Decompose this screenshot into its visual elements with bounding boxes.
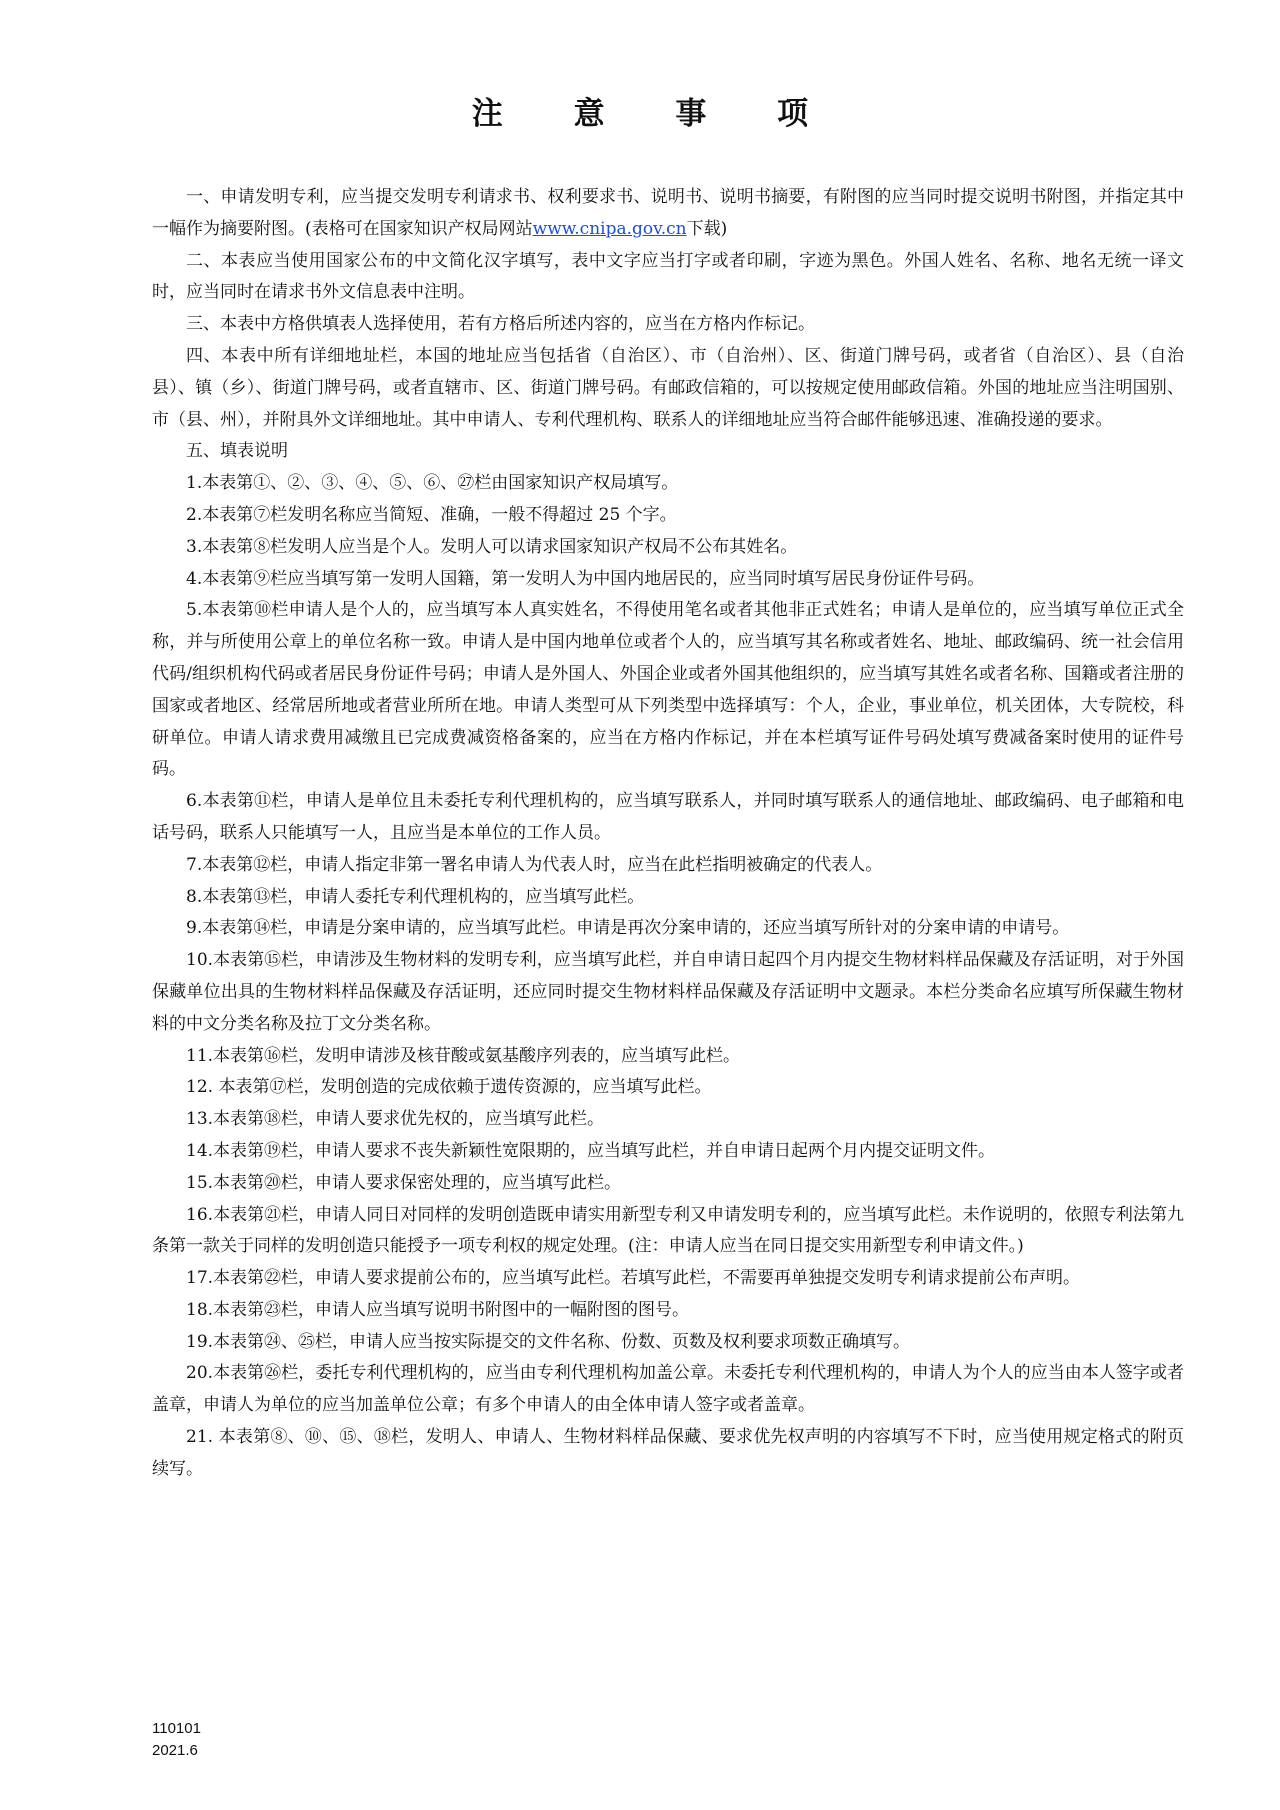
instruction-16: 16.本表第㉑栏，申请人同日对同样的发明创造既申请实用新型专利又申请发明专利的，应当填写此栏。未作说明的，依照专利法第九条第一款关于同样的发明创造只能授予一项专利权的规定处理。(注：申请人应当在同日提交实用新型专利申请文件。) — [152, 1204, 1184, 1257]
instruction-18: 18.本表第㉓栏，申请人应当填写说明书附图中的一幅附图的图号。 — [186, 1299, 690, 1320]
instruction-19: 19.本表第㉔、㉕栏，申请人应当按实际提交的文件名称、份数、页数及权利要求项数正确填写。 — [186, 1331, 911, 1352]
instruction-5: 5.本表第⑩栏申请人是个人的，应当填写本人真实姓名，不得使用笔名或者其他非正式姓名；申请人是单位的，应当填写单位正式全称，并与所使用公章上的单位名称一致。申请人是中国内地单位或者个人的，应当填写其名称或者姓名、地址、邮政编码、统一社会信用代码/组织机构代码或者居民身份证件号码；申请人是外国人、外国企业或者外国其他组织的，应当填写其姓名或者名称、国籍或者注册的国家或者地区、经常居所地或者营业所所在地。申请人类型可从下列类型中选择填写：个人，企业，事业单位，机关团体，大专院校，科研单位。申请人请求费用减缴且已完成费减资格备案的，应当在方格内作标记，并在本栏填写证件号码处填写费减备案时使用的证件号码。 — [152, 600, 1184, 780]
paragraph-2: 二、本表应当使用国家公布的中文简化汉字填写，表中文字应当打字或者印刷，字迹为黑色。外国人姓名、名称、地名无统一译文时，应当同时在请求书外文信息表中注明。 — [152, 250, 1184, 303]
form-version-date: 2021.6 — [152, 1742, 198, 1759]
form-footer — [152, 1718, 201, 1762]
instruction-4: 4.本表第⑨栏应当填写第一发明人国籍，第一发明人为中国内地居民的，应当同时填写居民身份证件号码。 — [186, 568, 985, 589]
notes-body — [152, 182, 1184, 1486]
paragraph-3: 三、本表中方格供填表人选择使用，若有方格后所述内容的，应当在方格内作标记。 — [186, 314, 815, 335]
paragraph-1-text: 一、申请发明专利，应当提交发明专利请求书、权利要求书、说明书、说明书摘要，有附图的应当同时提交说明书附图，并指定其中一幅作为摘要附图。(表格可在国家知识产权局网站 — [152, 187, 1184, 239]
instruction-1: 1.本表第①、②、③、④、⑤、⑥、㉗栏由国家知识产权局填写。 — [186, 473, 679, 494]
instruction-12: 12. 本表第⑰栏，发明创造的完成依赖于遗传资源的，应当填写此栏。 — [186, 1077, 712, 1098]
instruction-14: 14.本表第⑲栏，申请人要求不丧失新颖性宽限期的，应当填写此栏，并自申请日起两个月内提交证明文件。 — [186, 1140, 996, 1161]
instruction-6: 6.本表第⑪栏，申请人是单位且未委托专利代理机构的，应当填写联系人，并同时填写联系人的通信地址、邮政编码、电子邮箱和电话号码，联系人只能填写一人，且应当是本单位的工作人员。 — [152, 791, 1184, 843]
instruction-13: 13.本表第⑱栏，申请人要求优先权的，应当填写此栏。 — [186, 1109, 605, 1130]
paragraph-5-heading: 五、填表说明 — [186, 441, 288, 462]
paragraph-1 — [152, 182, 1184, 246]
instruction-11: 11.本表第⑯栏，发明申请涉及核苷酸或氨基酸序列表的，应当填写此栏。 — [186, 1045, 741, 1066]
instruction-20: 20.本表第㉖栏，委托专利代理机构的，应当由专利代理机构加盖公章。未委托专利代理机构的，申请人为个人的应当由本人签字或者盖章，申请人为单位的应当加盖单位公章；有多个申请人的由全体申请人签字或者盖章。 — [152, 1363, 1184, 1416]
paragraph-4: 四、本表中所有详细地址栏，本国的地址应当包括省（自治区）、市（自治州）、区、街道门牌号码，或者省（自治区）、县（自治县）、镇（乡）、街道门牌号码，或者直辖市、区、街道门牌号码。有邮政信箱的，可以按规定使用邮政信箱。外国的地址应当注明国别、市（县、州），并附具外文详细地址。其中申请人、专利代理机构、联系人的详细地址应当符合邮件能够迅速、准确投递的要求。 — [152, 345, 1184, 430]
instruction-21: 21. 本表第⑧、⑩、⑮、⑱栏，发明人、申请人、生物材料样品保藏、要求优先权声明的内容填写不下时，应当使用规定格式的附页续写。 — [152, 1427, 1184, 1479]
page-title: 注 意 事 项 — [471, 96, 839, 132]
form-code: 110101 — [152, 1720, 201, 1737]
paragraph-1-tail: 下载) — [686, 218, 728, 239]
instruction-3: 3.本表第⑧栏发明人应当是个人。发明人可以请求国家知识产权局不公布其姓名。 — [186, 536, 798, 557]
cnipa-website-link[interactable]: www.cnipa.gov.cn — [532, 218, 687, 239]
instruction-15: 15.本表第⑳栏，申请人要求保密处理的，应当填写此栏。 — [186, 1172, 622, 1193]
instruction-10: 10.本表第⑮栏，申请涉及生物材料的发明专利，应当填写此栏，并自申请日起四个月内提交生物材料样品保藏及存活证明，对于外国保藏单位出具的生物材料样品保藏及存活证明，还应同时提交生物材料样品保藏及存活证明中文题录。本栏分类命名应填写所保藏生物材料的中文分类名称及拉丁文分类名称。 — [152, 950, 1184, 1034]
instruction-9: 9.本表第⑭栏，申请是分案申请的，应当填写此栏。申请是再次分案申请的，还应当填写所针对的分案申请的申请号。 — [186, 918, 1070, 939]
instruction-2: 2.本表第⑦栏发明名称应当简短、准确，一般不得超过 25 个字。 — [186, 504, 677, 525]
instruction-17: 17.本表第㉒栏，申请人要求提前公布的，应当填写此栏。若填写此栏，不需要再单独提交发明专利请求提前公布声明。 — [186, 1268, 1081, 1289]
instruction-8: 8.本表第⑬栏，申请人委托专利代理机构的，应当填写此栏。 — [186, 886, 645, 907]
instruction-7: 7.本表第⑫栏，申请人指定非第一署名申请人为代表人时，应当在此栏指明被确定的代表人。 — [186, 854, 883, 875]
